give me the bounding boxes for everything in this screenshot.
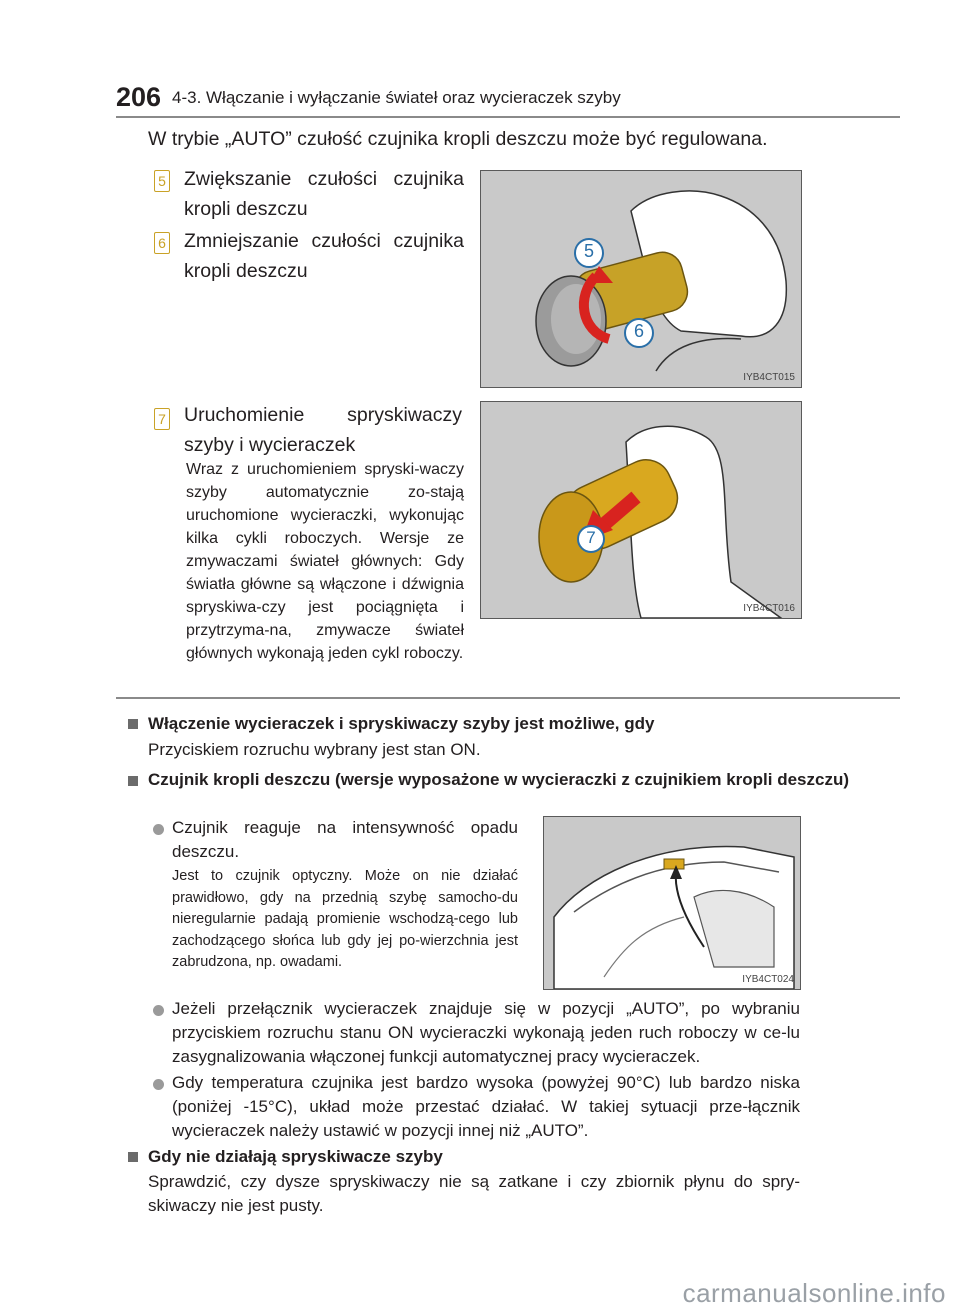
watermark-footer: carmanualsonline.info <box>682 1278 946 1308</box>
bullet-text: Jeżeli przełącznik wycieraczek znajduje się w pozycji „AUTO”, po wybraniu przyciskiem rozruchu stanu ON wycieraczki wykonają jeden ruch roboczy w ce-lu zasygnalizowania włączonej funkcji automatycznej pracy wycieraczek. <box>172 999 800 1066</box>
section-divider <box>116 697 900 699</box>
section-square-bullet <box>128 719 138 729</box>
figure-sensitivity-dial <box>480 170 802 388</box>
item-text: Zwiększanie czułości czujnika kropli deszczu <box>184 168 464 220</box>
section-square-bullet <box>128 1152 138 1162</box>
figure-washer-pull <box>480 401 802 619</box>
round-bullet <box>153 824 164 835</box>
item-text: Zmniejszanie czułości czujnika kropli deszczu <box>184 230 464 282</box>
bullet-text: Gdy temperatura czujnika jest bardzo wysoka (powyżej 90°C) lub bardzo niska (poniżej -15°C), układ może przestać działać. W takiej sytuacji prze-łącznik wycieraczek należy ustawić w pozycji innej niż „AUTO”. <box>172 1073 800 1140</box>
figure-callout-label: 7 <box>586 528 596 547</box>
intro-text: W trybie „AUTO” czułość czujnika kropli deszczu może być regulowana. <box>148 128 768 150</box>
figure-callout-label: 5 <box>583 241 594 261</box>
section-square-bullet <box>128 776 138 786</box>
page-number: 206 <box>116 82 162 112</box>
item-number-badge: 6 <box>154 232 170 254</box>
figure-rain-sensor <box>543 816 801 990</box>
figure-code: IYB4CT015 <box>743 372 795 383</box>
section-heading: Czujnik kropli deszczu (wersje wyposażone w wycieraczki z czujnikiem kropli deszczu) <box>148 770 849 789</box>
figure-code: IYB4CT024 <box>742 974 794 985</box>
item-text: Uruchomienie spryskiwaczy szyby i wycieraczek <box>184 404 462 456</box>
item-number-badge: 5 <box>154 170 170 192</box>
figure-code: IYB4CT016 <box>743 603 795 614</box>
round-bullet <box>153 1079 164 1090</box>
bullet-note: Jest to czujnik optyczny. Może on nie działać prawidłowo, gdy na przednią szybę samocho-du nieregularnie padają promienie wschodzą-cego lub zachodzącego słońca lub gdy jej po-wierzchnia jest zabrudzona, np. owadami. <box>172 868 518 970</box>
section-title: 4-3. Włączanie i wyłączanie świateł oraz wycieraczek szyby <box>172 88 621 107</box>
round-bullet <box>153 1005 164 1016</box>
item-number-badge: 7 <box>154 408 170 430</box>
header-divider <box>116 116 900 118</box>
section-heading: Włączenie wycieraczek i spryskiwaczy szyby jest możliwe, gdy <box>148 714 655 733</box>
bullet-text: Czujnik reaguje na intensywność opadu deszczu. <box>172 818 518 861</box>
section-heading: Gdy nie działają spryskiwacze szyby <box>148 1147 443 1166</box>
section-body: Przyciskiem rozruchu wybrany jest stan ON. <box>148 740 481 759</box>
item-note: Wraz z uruchomieniem spryski-waczy szyby automatycznie zo-stają uruchomione wycieraczki, wykonując kilka cykli roboczych. Wersje ze zmywaczami świateł głównych: Gdy światła główne są włączone i dźwignia spryskiwa-czy jest pociągnięta i przytrzyma-na, zmywacze świateł głównych wykonają jeden cykl roboczy. <box>186 461 464 662</box>
figure-callout-label: 6 <box>633 321 644 341</box>
section-body: Sprawdzić, czy dysze spryskiwaczy nie są zatkane i czy zbiornik płynu do spry-skiwaczy nie jest pusty. <box>148 1172 800 1215</box>
